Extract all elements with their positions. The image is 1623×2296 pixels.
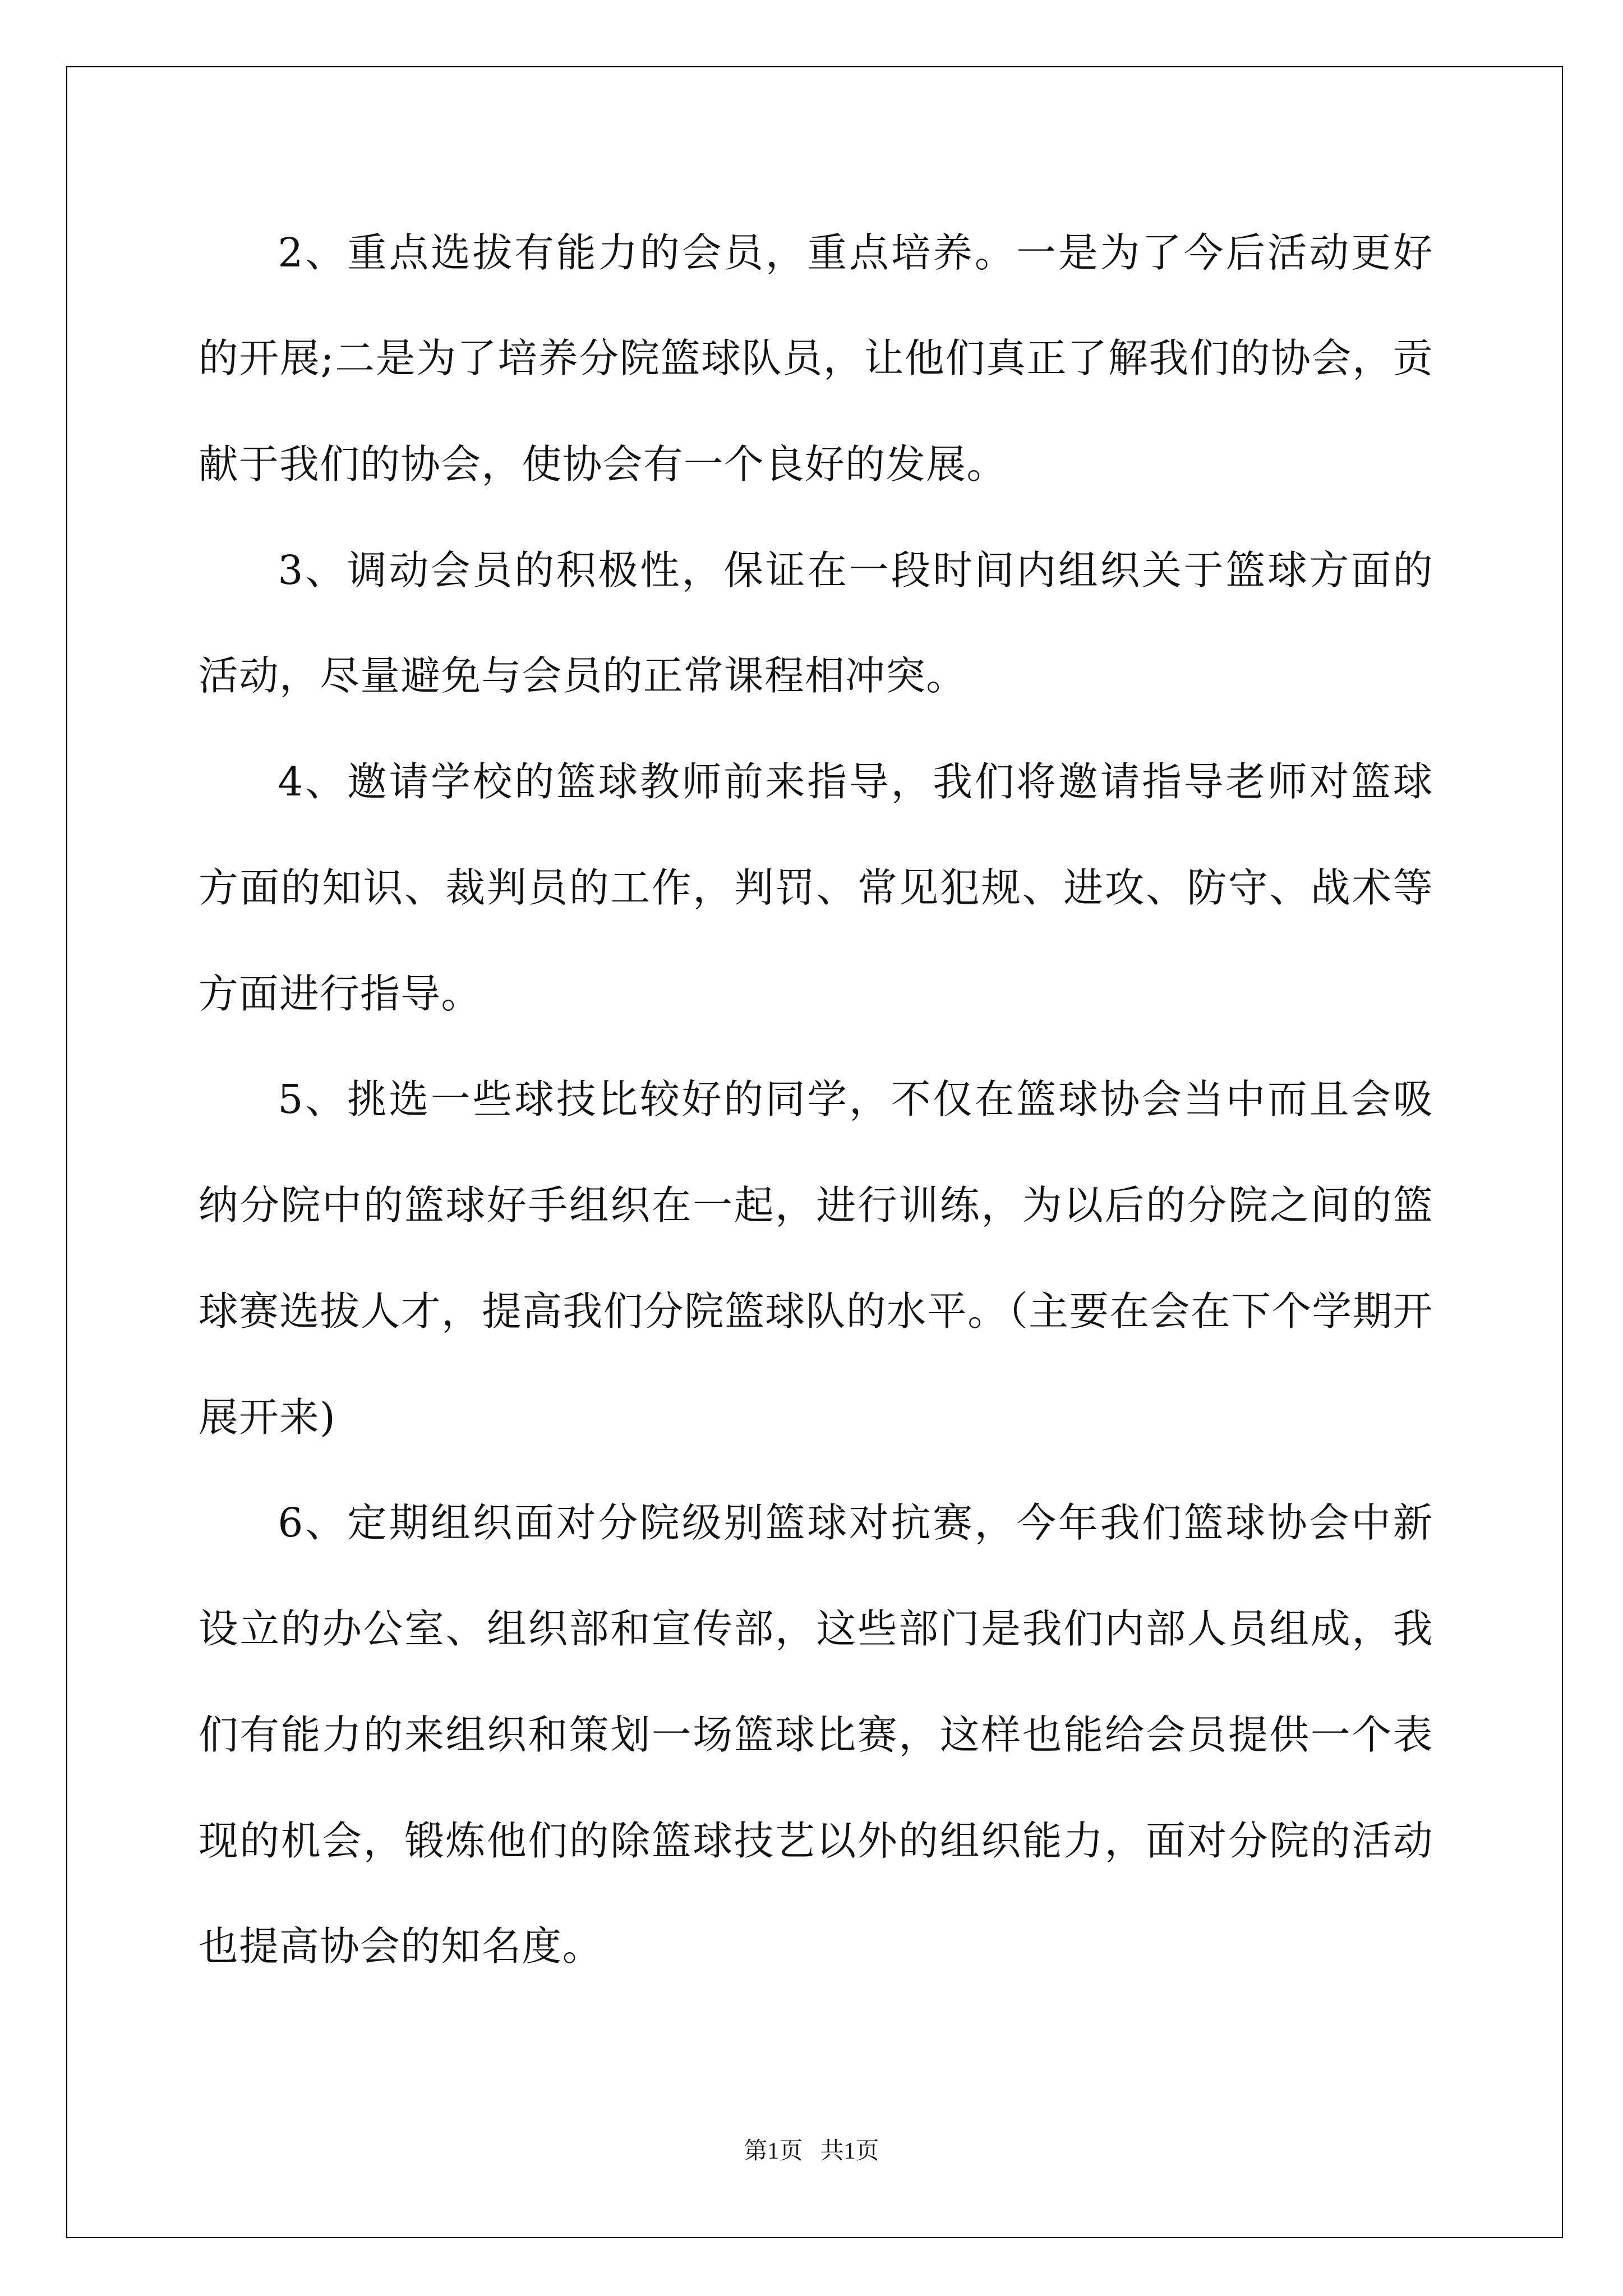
paragraph-item-5: 5、挑选一些球技比较好的同学，不仅在篮球协会当中而且会吸纳分院中的篮球好手组织在一起，进行训练，为以后的分院之间的篮球赛选拔人才，提高我们分院篮球队的水平。（主要在会在下个学期开展开来) — [198, 1076, 1433, 1441]
paragraph-item-4: 4、邀请学校的篮球教师前来指导，我们将邀请指导老师对篮球方面的知识、裁判员的工作，判罚、常见犯规、进攻、防守、战术等方面进行指导。 — [198, 758, 1433, 1017]
paragraph-item-6: 6、定期组织面对分院级别篮球对抗赛，今年我们篮球协会中新设立的办公室、组织部和宣传部，这些部门是我们内部人员组成，我们有能力的来组织和策划一场篮球比赛，这样也能给会员提供一个表现的机会，锻炼他们的除篮球技艺以外的组织能力，面对分院的活动也提高协会的知名度。 — [198, 1499, 1433, 1970]
paragraph-item-3: 3、调动会员的积极性，保证在一段时间内组织关于篮球方面的活动，尽量避免与会员的正常课程相冲突。 — [198, 546, 1433, 700]
page-number-footer: 第1页 共1页 — [744, 2138, 879, 2164]
paragraph-item-2: 2、重点选拔有能力的会员，重点培养。一是为了今后活动更好的开展;二是为了培养分院篮球队员，让他们真正了解我们的协会，贡献于我们的协会，使协会有一个良好的发展。 — [198, 229, 1433, 487]
